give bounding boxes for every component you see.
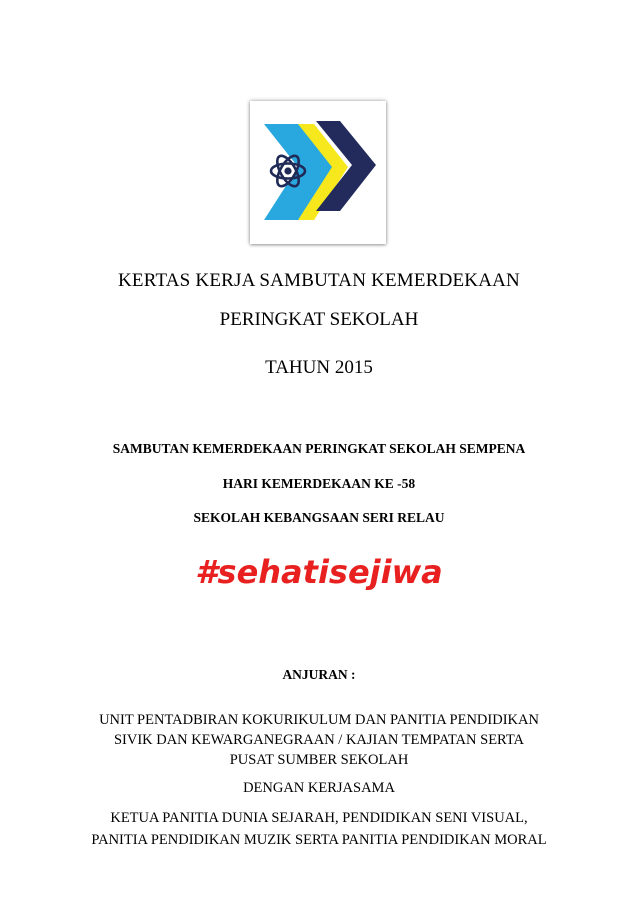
organizer-unit-line-2: SIVIK DAN KEWARGANEGRAAN / KAJIAN TEMPATAN SERTA [113, 732, 525, 748]
document-title-line-1: KERTAS KERJA SAMBUTAN KEMERDEKAAN [118, 270, 520, 291]
organizer-unit-line-1: UNIT PENTADBIRAN KOKURIKULUM DAN PANITIA PENDIDIKAN [99, 712, 539, 728]
hashtag-slogan: #sehatisejiwa [195, 553, 443, 591]
event-line-1: SAMBUTAN KEMERDEKAAN PERINGKAT SEKOLAH SEMPENA [112, 441, 526, 456]
event-line-2: HARI KEMERDEKAAN KE -58 [222, 476, 416, 491]
collaboration-line-2: PANITIA PENDIDIKAN MUZIK SERTA PANITIA PENDIDIKAN MORAL [91, 832, 547, 848]
document-year: TAHUN 2015 [265, 357, 373, 378]
organizer-heading: ANJURAN : [282, 667, 356, 682]
document-title-line-2: PERINGKAT SEKOLAH [219, 309, 419, 330]
organizer-unit-line-3: PUSAT SUMBER SEKOLAH [229, 752, 409, 768]
school-logo [250, 101, 386, 244]
collaboration-line-1: KETUA PANITIA DUNIA SEJARAH, PENDIDIKAN SENI VISUAL, [110, 810, 528, 826]
collaboration-heading: DENGAN KERJASAMA [243, 780, 395, 796]
event-line-3: SEKOLAH KEBANGSAAN SERI RELAU [193, 510, 445, 525]
school-logo-chevrons-atom-icon [250, 101, 386, 244]
